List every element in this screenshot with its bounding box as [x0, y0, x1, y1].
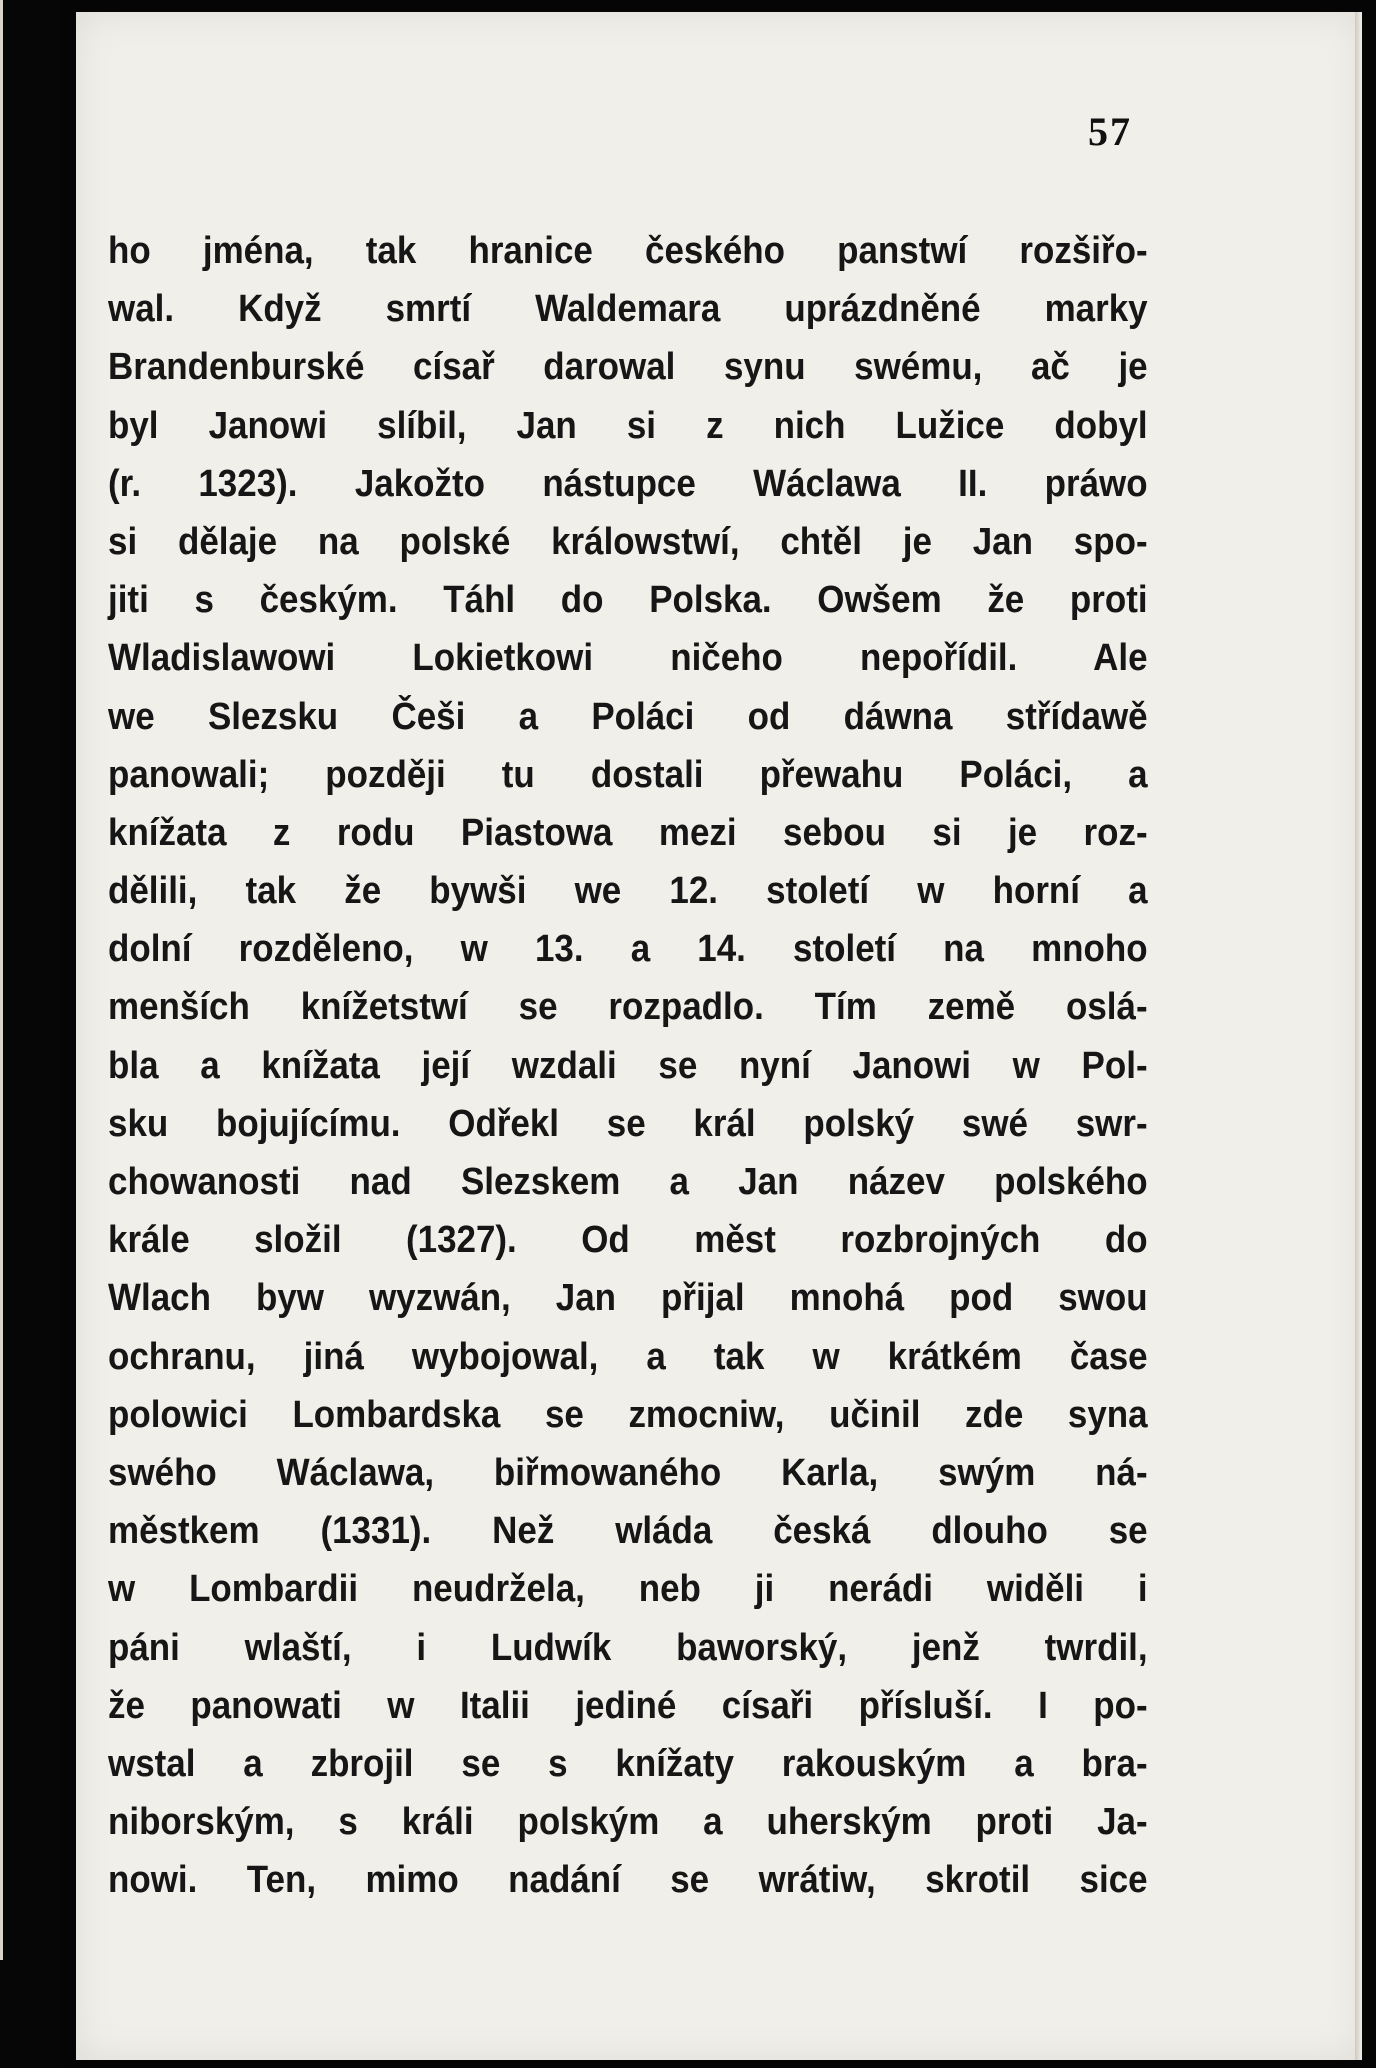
text-line: niborským, s králi polským a uherským proti Ja-: [108, 1801, 1148, 1844]
text-line: si dělaje na polské králowstwí, chtěl je Jan spo-: [108, 520, 1148, 563]
text-line: wstal a zbrojil se s knížaty rakouským a bra-: [108, 1742, 1148, 1785]
text-line: panowali; později tu dostali přewahu Poláci, a: [108, 753, 1148, 796]
page-right-edge: [1355, 12, 1362, 2060]
text-line: sku bojujícímu. Odřekl se král polský swé swr-: [108, 1102, 1148, 1145]
text-line: bla a knížata její wzdali se nyní Janowi w Pol-: [108, 1044, 1148, 1087]
text-line: ochranu, jiná wybojowal, a tak w krátkém čase: [108, 1335, 1148, 1378]
text-line: polowici Lombardska se zmocniw, učinil zde syna: [108, 1393, 1148, 1436]
text-line: dělili, tak že bywši we 12. století w horní a: [108, 870, 1148, 913]
body-text: [108, 222, 1148, 1909]
text-line: wal. Když smrtí Waldemara uprázdněné marky: [108, 288, 1148, 331]
text-line: w Lombardii neudržela, neb ji nerádi widěli i: [108, 1568, 1148, 1611]
text-line: knížata z rodu Piastowa mezi sebou si je roz-: [108, 811, 1148, 854]
text-line: městkem (1331). Než wláda česká dlouho se: [108, 1510, 1148, 1553]
text-line: Brandenburské císař darowal synu swému, ač je: [108, 346, 1148, 389]
text-line: dolní rozděleno, w 13. a 14. století na mnoho: [108, 928, 1148, 971]
text-line: we Slezsku Češi a Poláci od dáwna střídawě: [108, 695, 1148, 738]
adjacent-page-edge: [0, 0, 60, 2068]
text-line: Wladislawowi Lokietkowi ničeho nepořídil. Ale: [108, 637, 1148, 680]
text-line: nowi. Ten, mimo nadání se wrátiw, skrotil sice: [108, 1859, 1148, 1902]
text-line: páni wlaští, i Ludwík baworský, jenž twrdil,: [108, 1626, 1148, 1669]
text-line: jiti s českým. Táhl do Polska. Owšem že proti: [108, 579, 1148, 622]
text-line: Wlach byw wyzwán, Jan přijal mnohá pod swou: [108, 1277, 1148, 1320]
text-line: menších knížetstwí se rozpadlo. Tím země oslá-: [108, 986, 1148, 1029]
text-line: že panowati w Italii jediné císaři přísluší. I po-: [108, 1684, 1148, 1727]
text-line: byl Janowi slíbil, Jan si z nich Lužice dobyl: [108, 404, 1148, 447]
text-line: ho jména, tak hranice českého panstwí rozšiřo-: [108, 230, 1148, 272]
page-number: 57: [1088, 109, 1132, 154]
text-line: krále složil (1327). Od měst rozbrojných do: [108, 1219, 1148, 1262]
text-line: chowanosti nad Slezskem a Jan název polského: [108, 1161, 1148, 1203]
text-line: (r. 1323). Jakožto nástupce Wáclawa II. práwo: [108, 462, 1148, 505]
text-line: swého Wáclawa, biřmowaného Karla, swým ná-: [108, 1451, 1148, 1494]
adjacent-page-sliver: [0, 0, 3, 1960]
